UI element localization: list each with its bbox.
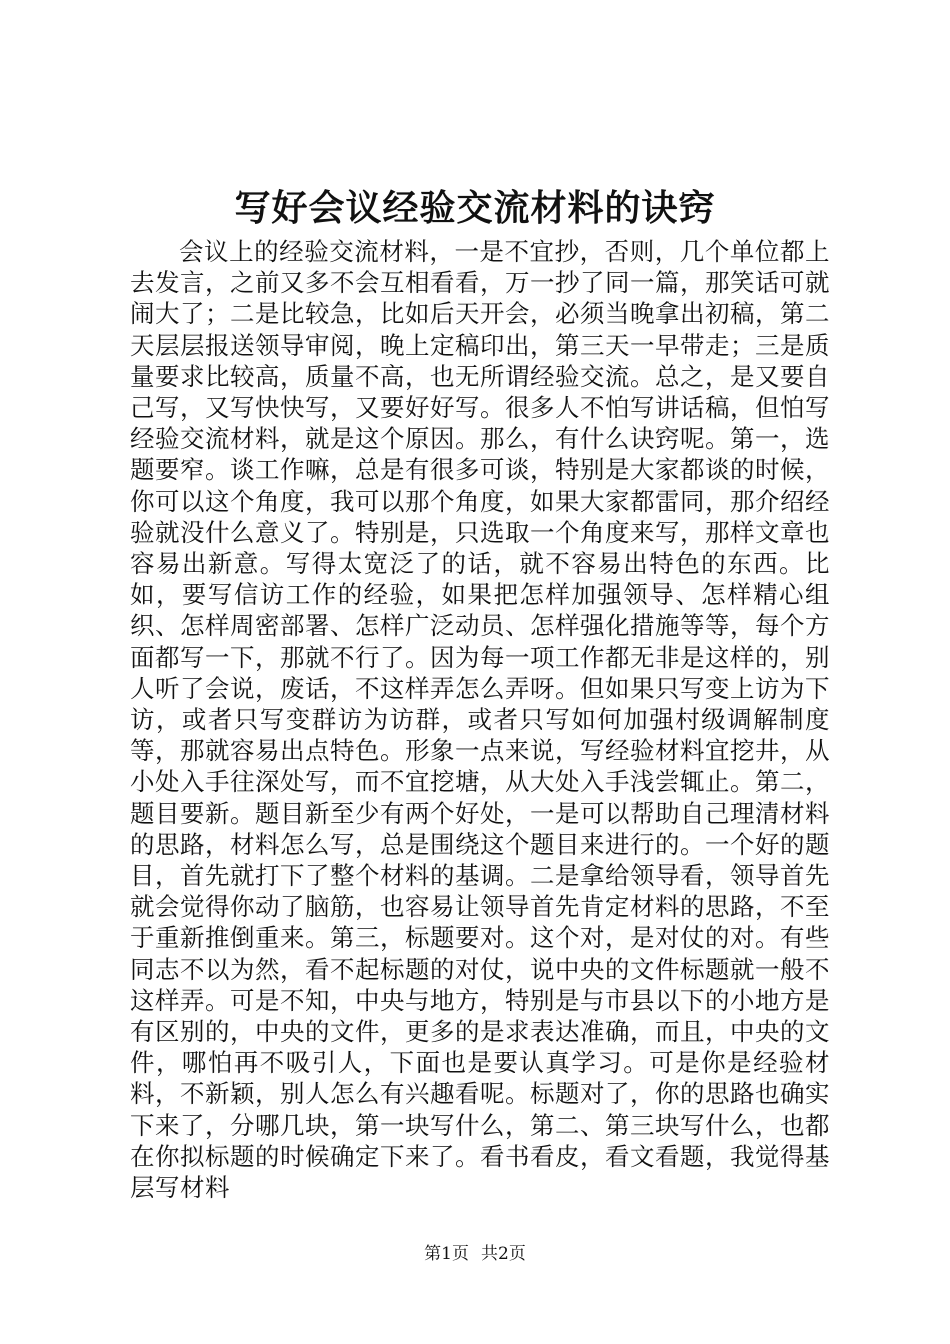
document-title: 写好会议经验交流材料的诀窍: [234, 188, 716, 229]
page-total: 共2页: [481, 1244, 526, 1264]
page-footer: [0, 1242, 950, 1266]
page-number: 第1页: [424, 1244, 469, 1264]
body-paragraph: 会议上的经验交流材料，一是不宜抄，否则，几个单位都上去发言，之前又多不会互相看看，万一抄了同一篇，那笑话可就闹大了；二是比较急，比如后天开会，必须当晚拿出初稿，第二天层层报送领导审阅，晚上定稿印出，第三天一早带走；三是质量要求比较高，质量不高，也无所谓经验交流。总之，是又要自己写，又写快快写，又要好好写。很多人不怕写讲话稿，但怕写经验交流材料，就是这个原因。那么，有什么诀窍呢。第一，选题要窄。谈工作嘛，总是有很多可谈，特别是大家都谈的时候，你可以这个角度，我可以那个角度，如果大家都雷同，那介绍经验就没什么意义了。特别是，只选取一个角度来写，那样文章也容易出新意。写得太宽泛了的话，就不容易出特色的东西。比如，要写信访工作的经验，如果把怎样加强领导、怎样精心组织、怎样周密部署、怎样广泛动员、怎样强化措施等等，每个方面都写一下，那就不行了。因为每一项工作都无非是这样的，别人听了会说，废话，不这样弄怎么弄呀。但如果只写变上访为下访，或者只写变群访为访群，或者只写如何加强村级调解制度等，那就容易出点特色。形象一点来说，写经验材料宜挖井，从小处入手往深处写，而不宜挖塘，从大处入手浅尝辄止。第二，题目要新。题目新至少有两个好处，一是可以帮助自己理清材料的思路，材料怎么写，总是围绕这个题目来进行的。一个好的题目，首先就打下了整个材料的基调。二是拿给领导看，领导首先就会觉得你动了脑筋，也容易让领导首先肯定材料的思路，不至于重新推倒重来。第三，标题要对。这个对，是对仗的对。有些同志不以为然，看不起标题的对仗，说中央的文件标题就一般不这样弄。可是不知，中央与地方，特别是与市县以下的小地方是有区别的，中央的文件，更多的是求表达准确，而且，中央的文件，哪怕再不吸引人，下面也是要认真学习。可是你是经验材料，不新颖，别人怎么有兴趣看呢。标题对了，你的思路也确实下来了，分哪几块，第一块写什么，第二、第三块写什么，也都在你拟标题的时候确定下来了。看书看皮，看文看题，我觉得基层写材料: [130, 237, 830, 1203]
